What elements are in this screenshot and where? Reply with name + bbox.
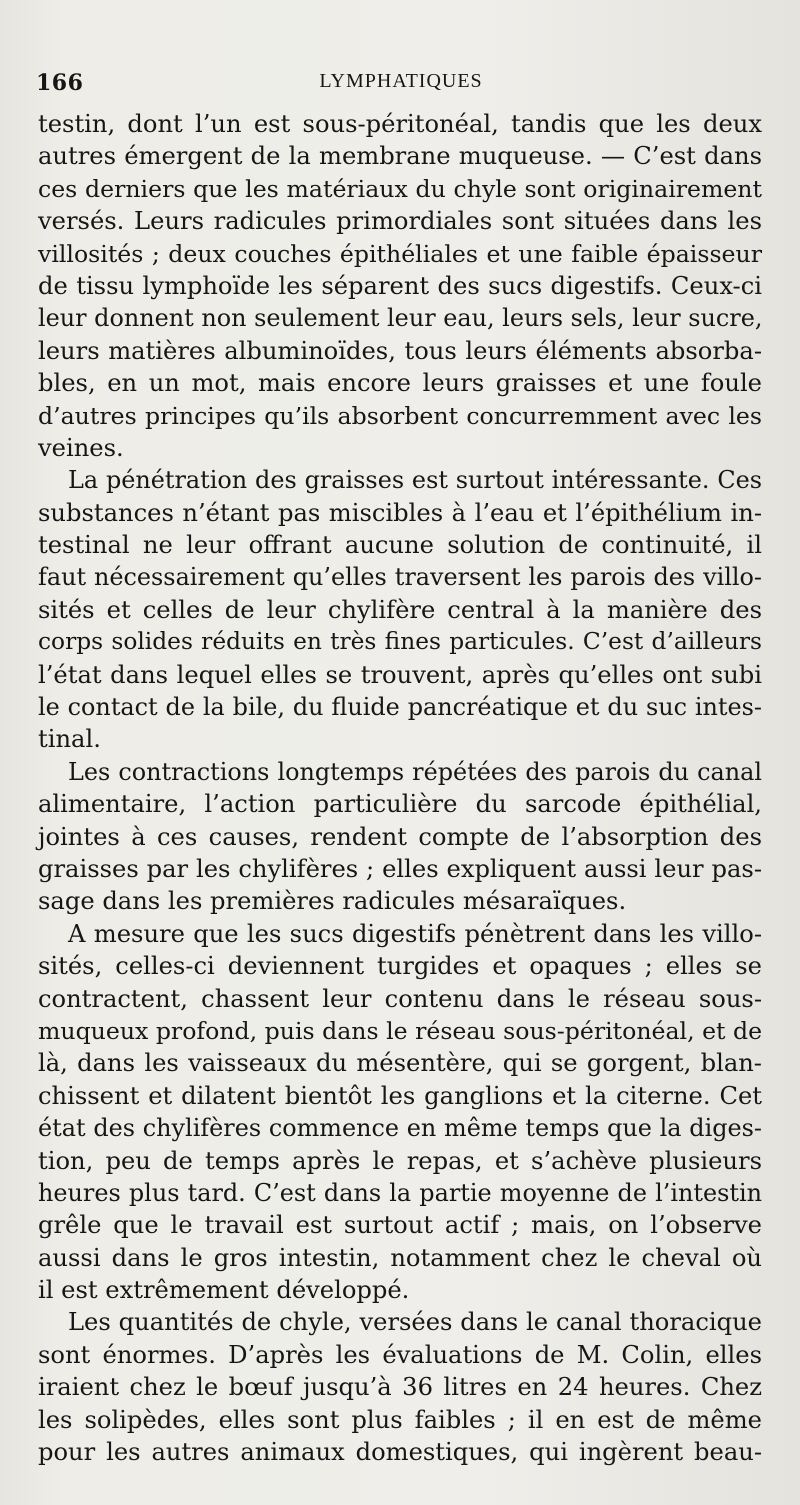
- text-line: le contact de la bile, du fluide pancréatique et du suc intes-: [38, 693, 762, 722]
- body-text: [38, 108, 762, 1468]
- text-line: sités, celles-ci deviennent turgides et opaques ; elles se: [38, 952, 762, 981]
- text-line: faut nécessairement qu’elles traversent les parois des villo-: [38, 563, 762, 592]
- text-line: sités et celles de leur chylifère central à la manière des: [38, 595, 762, 624]
- text-line: pour les autres animaux domestiques, qui ingèrent beau-: [38, 1438, 762, 1467]
- text-line: là, dans les vaisseaux du mésentère, qui se gorgent, blan-: [38, 1049, 762, 1078]
- page-header: [36, 70, 766, 104]
- text-line: bles, en un mot, mais encore leurs graisses et une foule: [38, 369, 762, 398]
- text-line: les solipèdes, elles sont plus faibles ; il en est de même: [38, 1405, 762, 1434]
- text-line: sage dans les premières radicules mésaraïques.: [38, 887, 627, 916]
- text-line: leur donnent non seulement leur eau, leurs sels, leur sucre,: [38, 304, 763, 333]
- text-line: testinal ne leur offrant aucune solution de continuité, il: [38, 531, 762, 560]
- text-line: iraient chez le bœuf jusqu’à 36 litres en 24 heures. Chez: [38, 1373, 762, 1402]
- text-line: tinal.: [38, 725, 101, 754]
- text-line: état des chylifères commence en même temps que la diges-: [38, 1114, 762, 1143]
- text-line: La pénétration des graisses est surtout intéressante. Ces: [68, 466, 762, 495]
- text-line: grêle que le travail est surtout actif ; mais, on l’observe: [38, 1211, 762, 1240]
- text-line: A mesure que les sucs digestifs pénètrent dans les villo-: [68, 919, 762, 948]
- text-line: corps solides réduits en très fines particules. C’est d’ailleurs: [38, 628, 762, 656]
- text-line: villosités ; deux couches épithéliales et une faible épaisseur: [38, 239, 762, 268]
- text-line: contractent, chassent leur contenu dans le réseau sous-: [38, 984, 762, 1013]
- text-line: d’autres principes qu’ils absorbent concurremment avec les: [38, 401, 762, 430]
- text-line: autres émergent de la membrane muqueuse. — C’est dans: [38, 142, 762, 171]
- text-line: l’état dans lequel elles se trouvent, après qu’elles ont subi: [38, 660, 762, 689]
- text-line: veines.: [38, 433, 124, 462]
- text-line: substances n’étant pas miscibles à l’eau et l’épithélium in-: [38, 498, 762, 527]
- text-line: sont énormes. D’après les évaluations de M. Colin, elles: [38, 1340, 762, 1369]
- text-line: alimentaire, l’action particulière du sarcode épithélial,: [38, 790, 762, 819]
- running-title: LYMPHATIQUES: [319, 70, 483, 92]
- text-line: de tissu lymphoïde les séparent des sucs digestifs. Ceux-ci: [38, 271, 762, 300]
- text-line: il est extrêmement développé.: [38, 1276, 410, 1305]
- text-line: versés. Leurs radicules primordiales sont situées dans les: [38, 207, 762, 236]
- text-line: Les quantités de chyle, versées dans le canal thoracique: [68, 1308, 762, 1337]
- text-line: chissent et dilatent bientôt les ganglions et la citerne. Cet: [38, 1081, 762, 1110]
- text-line: leurs matières albuminoïdes, tous leurs éléments absorba-: [38, 336, 762, 365]
- text-line: ces derniers que les matériaux du chyle sont originairement: [38, 174, 762, 203]
- text-line: Les contractions longtemps répétées des parois du canal: [68, 757, 762, 786]
- text-line: muqueux profond, puis dans le réseau sous-péritonéal, et de: [38, 1016, 763, 1045]
- text-line: heures plus tard. C’est dans la partie moyenne de l’intestin: [38, 1178, 762, 1207]
- text-line: aussi dans le gros intestin, notamment chez le cheval où: [38, 1243, 762, 1272]
- text-line: testin, dont l’un est sous-péritonéal, tandis que les deux: [38, 110, 762, 138]
- page-number: 166: [36, 70, 84, 96]
- text-line: jointes à ces causes, rendent compte de l’absorption des: [38, 822, 762, 851]
- text-line: graisses par les chylifères ; elles expliquent aussi leur pas-: [38, 854, 762, 883]
- text-line: tion, peu de temps après le repas, et s’achève plusieurs: [38, 1146, 762, 1175]
